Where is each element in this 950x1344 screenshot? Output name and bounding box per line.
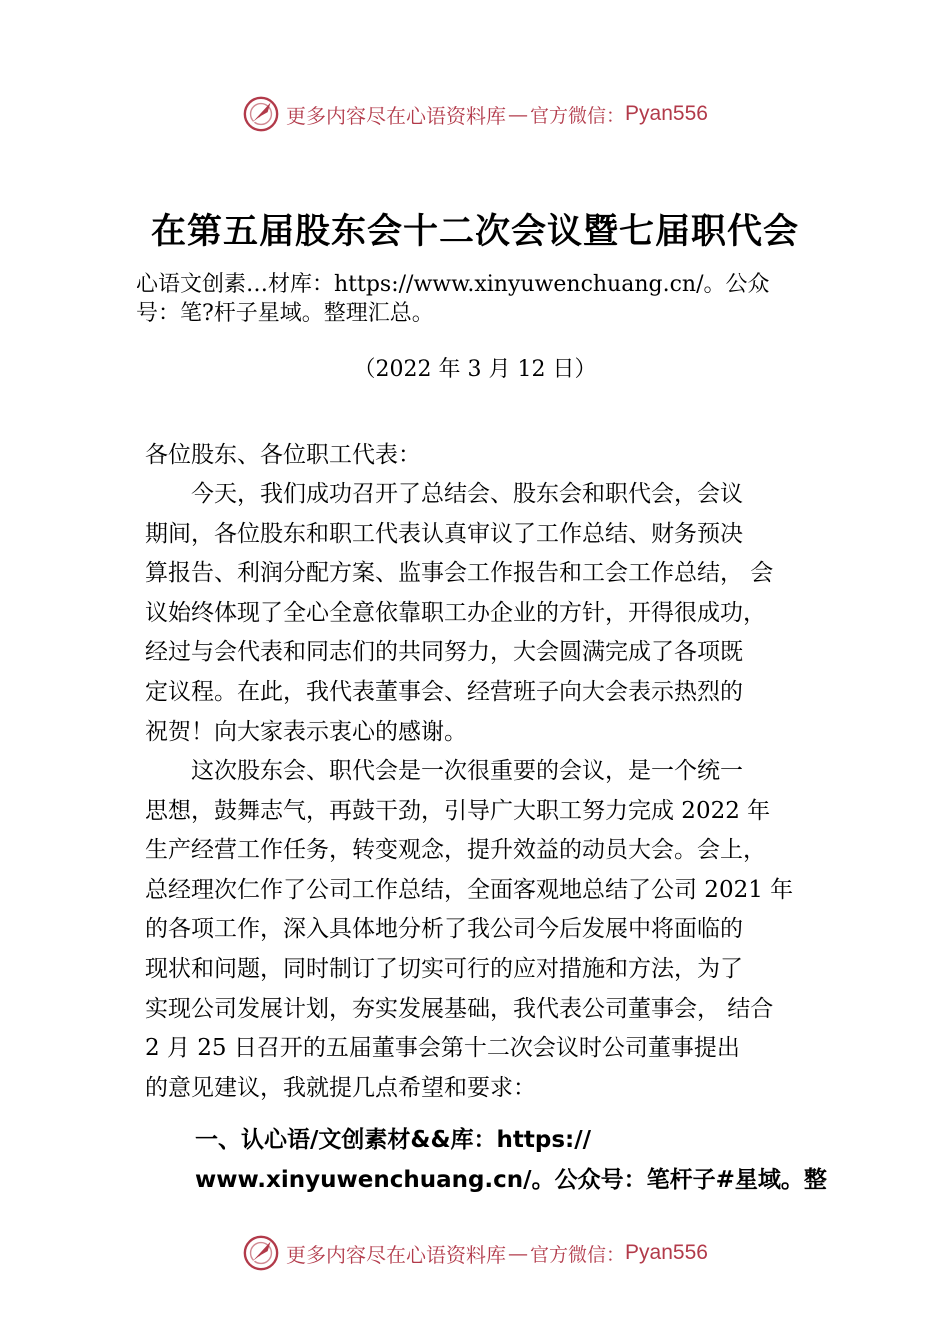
paragraph-line: 生产经营工作任务，转变观念，提升效益的动员大会。会上， xyxy=(145,837,766,864)
paragraph-line: 今天，我们成功召开了总结会、股东会和职代会，会议 xyxy=(145,481,743,507)
document-title: 在第五届股东会十二次会议暨七届职代会 xyxy=(150,211,799,252)
footer-watermark-banner xyxy=(0,1231,950,1275)
paragraph-1 xyxy=(145,475,825,752)
paragraph-line: 祝贺！向大家表示衷心的感谢。 xyxy=(145,718,467,745)
banner-separator: — xyxy=(508,102,529,126)
document-date: （2022 年 3 月 12 日） xyxy=(353,357,597,382)
paragraph-line: 实现公司发展计划，夯实发展基础，我代表公司董事会， 结合 xyxy=(145,995,774,1022)
paragraph-line: 的各项工作，深入具体地分析了我公司今后发展中将面临的 xyxy=(145,916,743,943)
paragraph-2 xyxy=(145,752,825,1108)
subtitle-line: 心语文创素…材库：https://www.xinyuwenchuang.cn/。公众 xyxy=(136,272,770,297)
paragraph-line: 经过与会代表和同志们的共同努力，大会圆满完成了各项既 xyxy=(145,639,743,666)
paragraph-line: 总经理次仁作了公司工作总结，全面客观地总结了公司 2021 年 xyxy=(145,876,794,903)
paragraph-line: 的意见建议，我就提几点希望和要求： xyxy=(145,1074,536,1101)
banner-wechat-id: Pyan556 xyxy=(625,102,708,125)
paragraph-line: 定议程。在此，我代表董事会、经营班子向大会表示热烈的 xyxy=(145,678,743,705)
banner-wechat-id: Pyan556 xyxy=(625,1241,708,1264)
section-heading-1 xyxy=(195,1120,845,1200)
paragraph-line: 算报告、利润分配方案、监事会工作报告和工会工作总结， 会 xyxy=(145,560,774,587)
banner-text: 更多内容尽在心语资料库 xyxy=(286,103,507,128)
banner-wechat-label: 官方微信： xyxy=(530,1243,626,1266)
heading-line: 一、认心语/文创素材&&库：https:// xyxy=(195,1127,592,1153)
heading-line: www.xinyuwenchuang.cn/。公众号：笔杆子#星域。整 xyxy=(195,1167,827,1193)
quill-logo-icon xyxy=(242,95,280,133)
paragraph-line: 议始终体现了全心全意依靠职工办企业的方针，开得很成功， xyxy=(145,599,766,626)
banner-separator: — xyxy=(508,1241,529,1265)
paragraph-line: 现状和问题，同时制订了切实可行的应对措施和方法，为了 xyxy=(145,955,743,982)
paragraph-line: 期间，各位股东和职工代表认真审议了工作总结、财务预决 xyxy=(145,520,743,547)
banner-text: 更多内容尽在心语资料库 xyxy=(286,1242,507,1267)
banner-wechat-label: 官方微信： xyxy=(530,104,626,127)
greeting: 各位股东、各位职工代表： xyxy=(145,442,421,468)
paragraph-line: 2 月 25 日召开的五届董事会第十二次会议时公司董事提出 xyxy=(145,1035,740,1062)
paragraph-line: 思想，鼓舞志气，再鼓干劲，引导广大职工努力完成 2022 年 xyxy=(145,797,771,824)
quill-logo-icon xyxy=(242,1234,280,1272)
paragraph-line: 这次股东会、职代会是一次很重要的会议，是一个统一 xyxy=(145,758,743,784)
document-subtitle xyxy=(136,270,836,328)
header-watermark-banner xyxy=(0,92,950,136)
subtitle-line: 号：笔?杆子星域。整理汇总。 xyxy=(136,301,434,326)
